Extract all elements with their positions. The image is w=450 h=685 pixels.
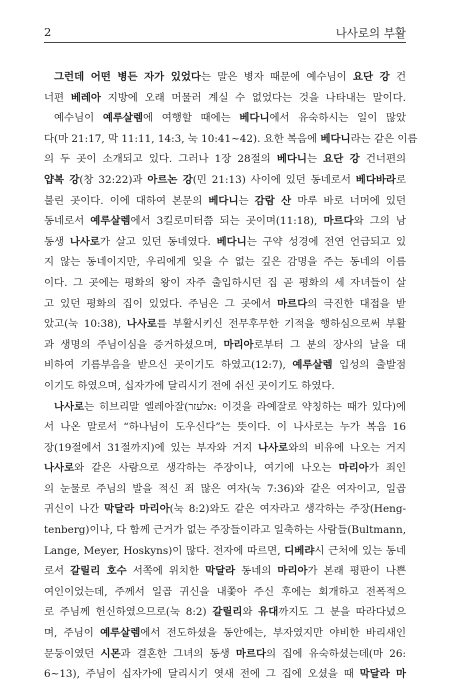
text-line: 로 주님께 헌신하였으므로(눅 8:2) 갈릴리와 유대까지도 그 분을 따라다녔으 <box>44 606 406 619</box>
text-line: 동네로서 예루살렘에서 3킬로미터쯤 되는 곳이며(11:18), 마르다와 그의 남 <box>44 215 406 228</box>
page-header <box>44 25 406 45</box>
text-line: 의 눈물로 주님의 발을 적신 죄 많은 여자(눅 7:36)와 같은 여자이고, 일곱 <box>44 482 406 495</box>
text-line: 과 생명의 주님이심을 증거하셨으며, 마리아로부터 그 분의 장사의 날을 대 <box>44 338 406 351</box>
text-line: 장(19절에서 31절까지)에 있는 부자와 거지 나사로와의 비유에 나오는 거지 <box>44 441 407 454</box>
text-line: 동생 나사로가 살고 있던 동네였다. 베다니는 구약 성경에 전연 언급되고 있 <box>44 235 406 248</box>
text-line: 다(마 21:17, 막 11:11, 14:3, 눅 10:41~42). 요한 복음에 베다니라는 같은 이름 <box>44 132 418 145</box>
text-line: Lange, Meyer, Hoskyns)이 많다. 전자에 따르면, 디베랴시 근처에 있는 동네 <box>44 544 406 557</box>
text-line: 여인이었는데, 주께서 일곱 귀신을 내쫓아 주신 후에는 회개하고 전폭적으 <box>44 585 406 598</box>
text-line: 이기도 하였으며, 십자가에 달리시기 전에 쉬신 곳이기도 하였다. <box>44 379 335 392</box>
page-number: 2 <box>44 25 52 39</box>
header-rule <box>44 42 406 43</box>
text-line: 로서 갈릴리 호수 서쪽에 위치한 막달라 동네의 마리아가 본래 평판이 나쁜 <box>44 565 406 578</box>
text-line: 서 나온 말로서 “하나님이 도우신다”는 뜻이다. 이 나사로는 누가 복음 16 <box>44 421 406 434</box>
text-line: 나사로는 히브리말 엘레아잘(אלעזר: 이것을 라예잘로 약칭하는 때가 있다)에 <box>54 400 406 413</box>
text-line: 았고(눅 10:38), 나사로를 부활시키신 전무후무한 기적을 행하심으로써 부활 <box>44 318 406 331</box>
text-line: 얍복 강(창 32:22)과 아르논 강(민 21:13) 사이에 있던 동네로서 베다바라로 <box>44 173 406 186</box>
text-line: 비하여 기름부음을 받으신 곳이기도 하였고(12:7), 예루살렘 입성의 출발점 <box>44 359 406 372</box>
text-line: 이다. 그 곳에는 평화의 왕이 자주 출입하시던 집 곧 평화의 세 자녀들이 살 <box>44 276 406 289</box>
text-line: 예수님이 예루살렘에 여행할 때에는 베다니에서 유숙하시는 일이 많았 <box>54 112 407 125</box>
text-line: 지 않는 동네이지만, 우리에게 잊을 수 없는 깊은 감명을 주는 동네의 이름 <box>44 256 406 269</box>
text-line: 불린 곳이다. 이에 대하여 본문의 베다니는 감람 산 마루 바로 너머에 있던 <box>44 194 406 207</box>
text-line: 그런데 어떤 병든 자가 있었다는 말은 병자 때문에 예수님이 요단 강 건 <box>54 71 406 83</box>
text-line: 귀신이 나간 막달라 마리아(눅 8:2)와도 같은 여자라고 생각하는 주장(Heng- <box>44 503 406 516</box>
text-line: 너편 베레아 지방에 오래 머물러 계실 수 없었다는 것을 나타내는 말이다. <box>44 91 406 104</box>
text-line: 의 두 곳이 소개되고 있다. 그러나 1장 28절의 베다니는 요단 강 건너편의 <box>44 153 407 166</box>
running-title: 나사로의 부활 <box>335 26 406 40</box>
text-line: 문둥이였던 시몬과 결혼한 그녀의 동생 마르다의 집에 유숙하셨는데(마 26: <box>44 647 406 660</box>
text-line: 며, 주님이 예루살렘에서 전도하셨을 동안에는, 부자였지만 야비한 바리새인 <box>44 627 406 640</box>
body-text <box>44 67 418 685</box>
text-line: 고 있던 평화의 집이 있었다. 주님은 그 곳에서 마르다의 극진한 대접을 받 <box>44 297 406 310</box>
text-line: tenberg)이나, 다 함께 근거가 없는 주장들이라고 일축하는 사람들(Bultmann, <box>44 524 406 537</box>
text-line: 나사로와 같은 사람으로 생각하는 주장이나, 여기에 나오는 마리아가 죄인 <box>44 462 406 475</box>
text-line: 6~13), 주님이 십자가에 달리시기 엿새 전에 그 집에 오셨을 때 막달라 마 <box>44 668 406 681</box>
